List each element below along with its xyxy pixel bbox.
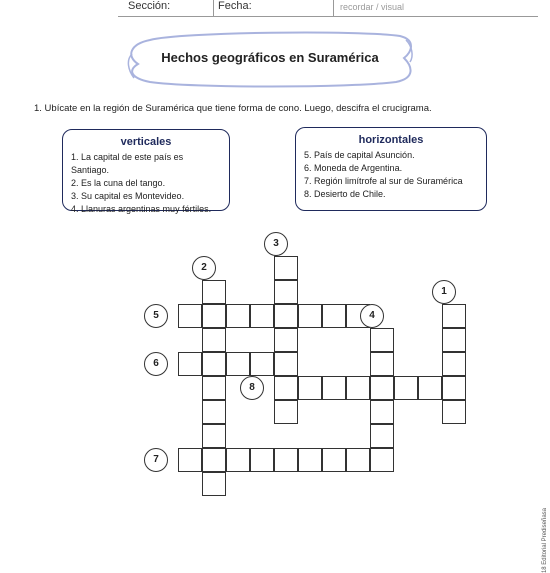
crossword-cell[interactable] [442,304,466,328]
crossword-cell[interactable] [274,280,298,304]
crossword-cell[interactable] [226,352,250,376]
crossword-cell[interactable] [442,352,466,376]
clue-number-6: 6 [144,352,168,376]
crossword-cell[interactable] [370,400,394,424]
crossword-cell[interactable] [346,376,370,400]
header-divider [213,0,214,16]
crossword-cell[interactable] [298,448,322,472]
crossword-cell[interactable] [298,376,322,400]
crossword-cell[interactable] [442,400,466,424]
list-item: 3. Su capital es Montevideo. [71,191,185,201]
crossword-cell[interactable] [274,304,298,328]
crossword-cell[interactable] [178,448,202,472]
crossword-cell[interactable] [370,448,394,472]
crossword-cell[interactable] [274,256,298,280]
crossword-cell[interactable] [370,352,394,376]
title-banner [120,26,420,92]
worksheet-header [118,0,538,16]
instruction-text: 1. Ubícate en la región de Suramérica que tiene forma de cono. Luego, descifra el crucigrama. [34,103,432,114]
crossword-cell[interactable] [202,304,226,328]
horizontales-list [304,149,478,201]
clue-number-4: 4 [360,304,384,328]
crossword-cell[interactable] [274,328,298,352]
crossword-cell[interactable] [418,376,442,400]
verticales-box [62,129,230,214]
crossword-cell[interactable] [442,376,466,400]
list-item: 1. La capital de este país es Santiago. [71,152,184,175]
seccion-label: Sección: [128,0,171,12]
clue-number-5: 5 [144,304,168,328]
clue-number-2: 2 [192,256,216,280]
crossword-cell[interactable] [322,376,346,400]
clue-number-8: 8 [240,376,264,400]
crossword-cell[interactable] [394,376,418,400]
list-item: 2. Es la cuna del tango. [71,178,166,188]
crossword-cell[interactable] [202,376,226,400]
crossword-cell[interactable] [274,400,298,424]
horizontales-title: horizontales [358,134,424,146]
banner-title: Hechos geográficos en Suramérica [161,50,379,65]
crossword-cell[interactable] [202,472,226,496]
clue-number-3: 3 [264,232,288,256]
crossword-cell[interactable] [298,304,322,328]
clue-number-1: 1 [432,280,456,304]
crossword-cell[interactable] [442,328,466,352]
header-divider [333,0,334,16]
crossword-cell[interactable] [370,328,394,352]
crossword-cell[interactable] [202,328,226,352]
verticales-title: verticales [120,136,172,148]
list-item: 5. País de capital Asunción. [304,150,415,160]
crossword-cell[interactable] [322,448,346,472]
crossword-cell[interactable] [370,424,394,448]
crossword-cell[interactable] [370,376,394,400]
clue-number-7: 7 [144,448,168,472]
crossword-cell[interactable] [250,304,274,328]
crossword-cell[interactable] [322,304,346,328]
crossword-cell[interactable] [202,424,226,448]
crossword-cell[interactable] [250,352,274,376]
crossword-cell[interactable] [202,400,226,424]
crossword-cell[interactable] [346,448,370,472]
horizontales-box [295,127,487,211]
fecha-label: Fecha: [218,0,252,12]
crossword-cell[interactable] [274,448,298,472]
header-underline [118,16,538,17]
crossword-cell[interactable] [274,376,298,400]
list-item: 6. Moneda de Argentina. [304,163,403,173]
list-item: 4. Llanuras argentinas muy fértiles. [71,204,212,214]
crossword-cell[interactable] [178,352,202,376]
list-item: 8. Desierto de Chile. [304,189,386,199]
crossword-cell[interactable] [250,448,274,472]
crossword-cell[interactable] [226,304,250,328]
crossword-cell[interactable] [178,304,202,328]
side-credit: 18 Editorial Prediseñasa [542,508,548,573]
verticales-list [71,151,221,216]
crossword-cell[interactable] [202,448,226,472]
crossword-cell[interactable] [202,280,226,304]
crossword-cell[interactable] [274,352,298,376]
crossword-cell[interactable] [202,352,226,376]
skill-hint: recordar / visual [340,2,405,12]
list-item: 7. Región limítrofe al sur de Suramérica [304,176,463,186]
crossword-cell[interactable] [226,448,250,472]
